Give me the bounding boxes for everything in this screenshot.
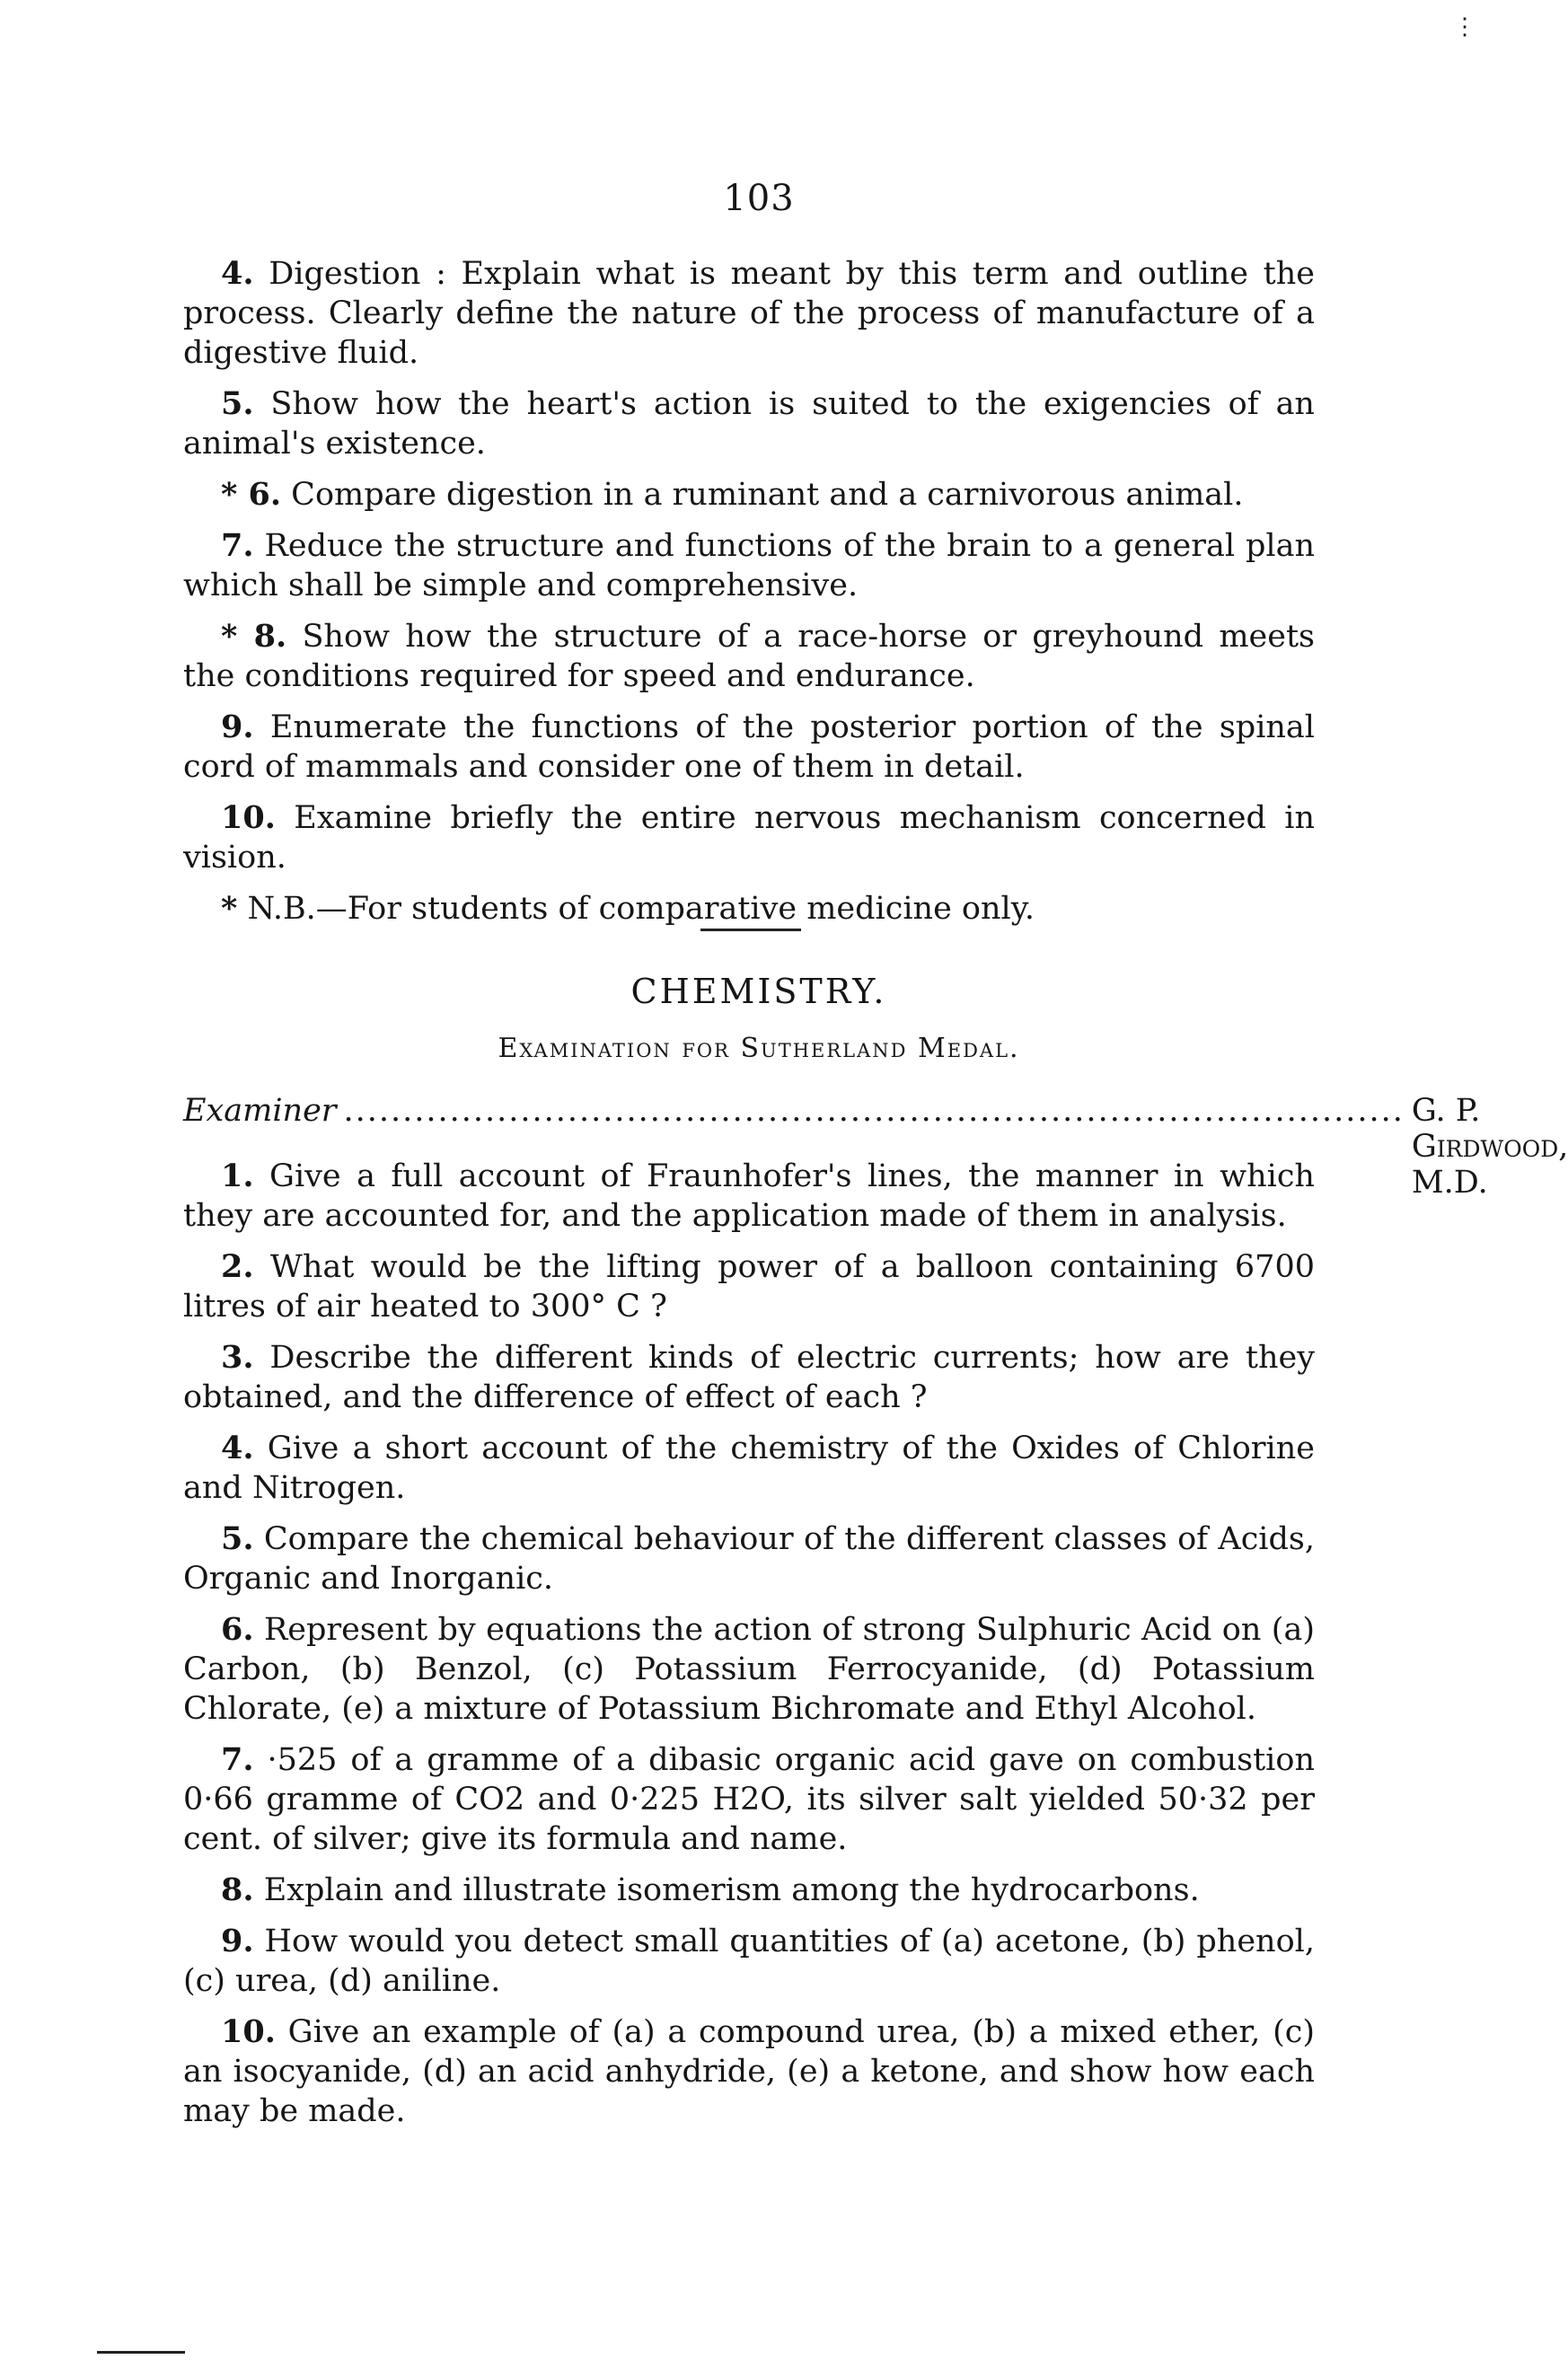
section-subtitle: Examination for Sutherland Medal. bbox=[498, 1033, 1020, 1064]
question-text: Explain and illustrate isomerism among the hydrocarbons. bbox=[263, 1872, 1200, 1908]
corner-rule bbox=[97, 2351, 185, 2354]
question-number: 3. bbox=[221, 1339, 254, 1376]
question-item bbox=[183, 2012, 1315, 2131]
question-number: 5. bbox=[221, 385, 254, 422]
question-text: Compare digestion in a ruminant and a carnivorous animal. bbox=[291, 477, 1244, 513]
question-number: 6. bbox=[221, 1611, 254, 1648]
question-item bbox=[183, 889, 1315, 929]
question-item bbox=[183, 1429, 1315, 1508]
examiner-name: G. P. Girdwood, M.D. bbox=[1411, 1093, 1568, 1201]
question-item bbox=[183, 384, 1315, 463]
question-item bbox=[183, 798, 1315, 877]
question-item bbox=[183, 1247, 1315, 1326]
question-item bbox=[183, 617, 1315, 696]
question-item bbox=[183, 1871, 1315, 1910]
question-item bbox=[183, 254, 1315, 373]
question-number: * 6. bbox=[221, 476, 282, 513]
question-item bbox=[183, 1157, 1315, 1236]
physiology-questions bbox=[183, 254, 1315, 940]
question-item bbox=[183, 1519, 1315, 1598]
question-number: 4. bbox=[221, 1430, 254, 1466]
question-text: What would be the lifting power of a balloon containing 6700 litres of air heated to 300° C ? bbox=[183, 1249, 1315, 1325]
page-number: 103 bbox=[723, 178, 795, 219]
question-number: 8. bbox=[221, 1871, 254, 1908]
question-number: * bbox=[221, 890, 238, 927]
question-text: Compare the chemical behaviour of the different classes of Acids, Organic and Inorganic. bbox=[183, 1521, 1315, 1597]
question-text: Reduce the structure and functions of the brain to a general plan which shall be simple and comprehensive. bbox=[183, 528, 1315, 603]
question-text: Enumerate the functions of the posterior portion of the spinal cord of mammals and consider one of them in detail. bbox=[183, 709, 1315, 785]
question-item bbox=[183, 708, 1315, 787]
question-number: 5. bbox=[221, 1520, 254, 1557]
question-text: Give a short account of the chemistry of the Oxides of Chlorine and Nitrogen. bbox=[183, 1431, 1315, 1506]
question-item bbox=[183, 526, 1315, 605]
question-item bbox=[183, 1740, 1315, 1859]
question-number: 7. bbox=[221, 527, 254, 564]
question-text: N.B.—For students of comparative medicine only. bbox=[247, 891, 1035, 927]
question-number: 10. bbox=[221, 2013, 276, 2050]
stray-mark: ⋮ bbox=[1453, 13, 1476, 40]
question-item bbox=[183, 475, 1315, 515]
question-item bbox=[183, 1610, 1315, 1729]
question-text: Give an example of (a) a compound urea, (b) a mixed ether, (c) an isocyanide, (d) an acid anhydride, (e) a ketone, and show how each may be made. bbox=[183, 2014, 1315, 2129]
examiner-label: Examiner bbox=[183, 1093, 337, 1129]
question-number: 2. bbox=[221, 1248, 254, 1285]
question-number: 9. bbox=[221, 1923, 254, 1959]
chemistry-questions bbox=[183, 1157, 1315, 2143]
question-item bbox=[183, 1922, 1315, 2001]
question-text: Represent by equations the action of strong Sulphuric Acid on (a) Carbon, (b) Benzol, (c) Potassium Ferrocyanide, (d) Potassium Chlorate, (e) a mixture of Potassium Bichromate and Ethyl Alcohol. bbox=[183, 1612, 1315, 1727]
question-text: Give a full account of Fraunhofer's lines, the manner in which they are accounted for, and the application made of them in analysis. bbox=[183, 1158, 1315, 1234]
question-text: Show how the structure of a race-horse or greyhound meets the conditions required for speed and endurance. bbox=[183, 619, 1315, 694]
section-title: CHEMISTRY. bbox=[630, 972, 887, 1011]
examiner-leader-dots: .......................................................................................... bbox=[343, 1093, 1405, 1129]
question-number: 9. bbox=[221, 709, 254, 745]
section-divider bbox=[700, 929, 801, 931]
question-text: Describe the different kinds of electric currents; how are they obtained, and the difference of effect of each ? bbox=[183, 1340, 1315, 1415]
question-text: ·525 of a gramme of a dibasic organic acid gave on combustion 0·66 gramme of CO2 and 0·225 H2O, its silver salt yielded 50·32 per cent. of silver; give its formula and name. bbox=[183, 1742, 1315, 1857]
question-number: 7. bbox=[221, 1741, 254, 1778]
question-text: Digestion : Explain what is meant by this term and outline the process. Clearly define the nature of the process of manufacture of a digestive fluid. bbox=[183, 256, 1315, 371]
question-text: Examine briefly the entire nervous mechanism concerned in vision. bbox=[183, 800, 1315, 876]
question-text: Show how the heart's action is suited to the exigencies of an animal's existence. bbox=[183, 386, 1315, 462]
question-number: 4. bbox=[221, 255, 254, 292]
question-number: 10. bbox=[221, 799, 276, 836]
question-number: * 8. bbox=[221, 618, 287, 655]
question-text: How would you detect small quantities of (a) acetone, (b) phenol, (c) urea, (d) aniline. bbox=[183, 1924, 1315, 1999]
question-item bbox=[183, 1338, 1315, 1417]
question-number: 1. bbox=[221, 1158, 254, 1194]
